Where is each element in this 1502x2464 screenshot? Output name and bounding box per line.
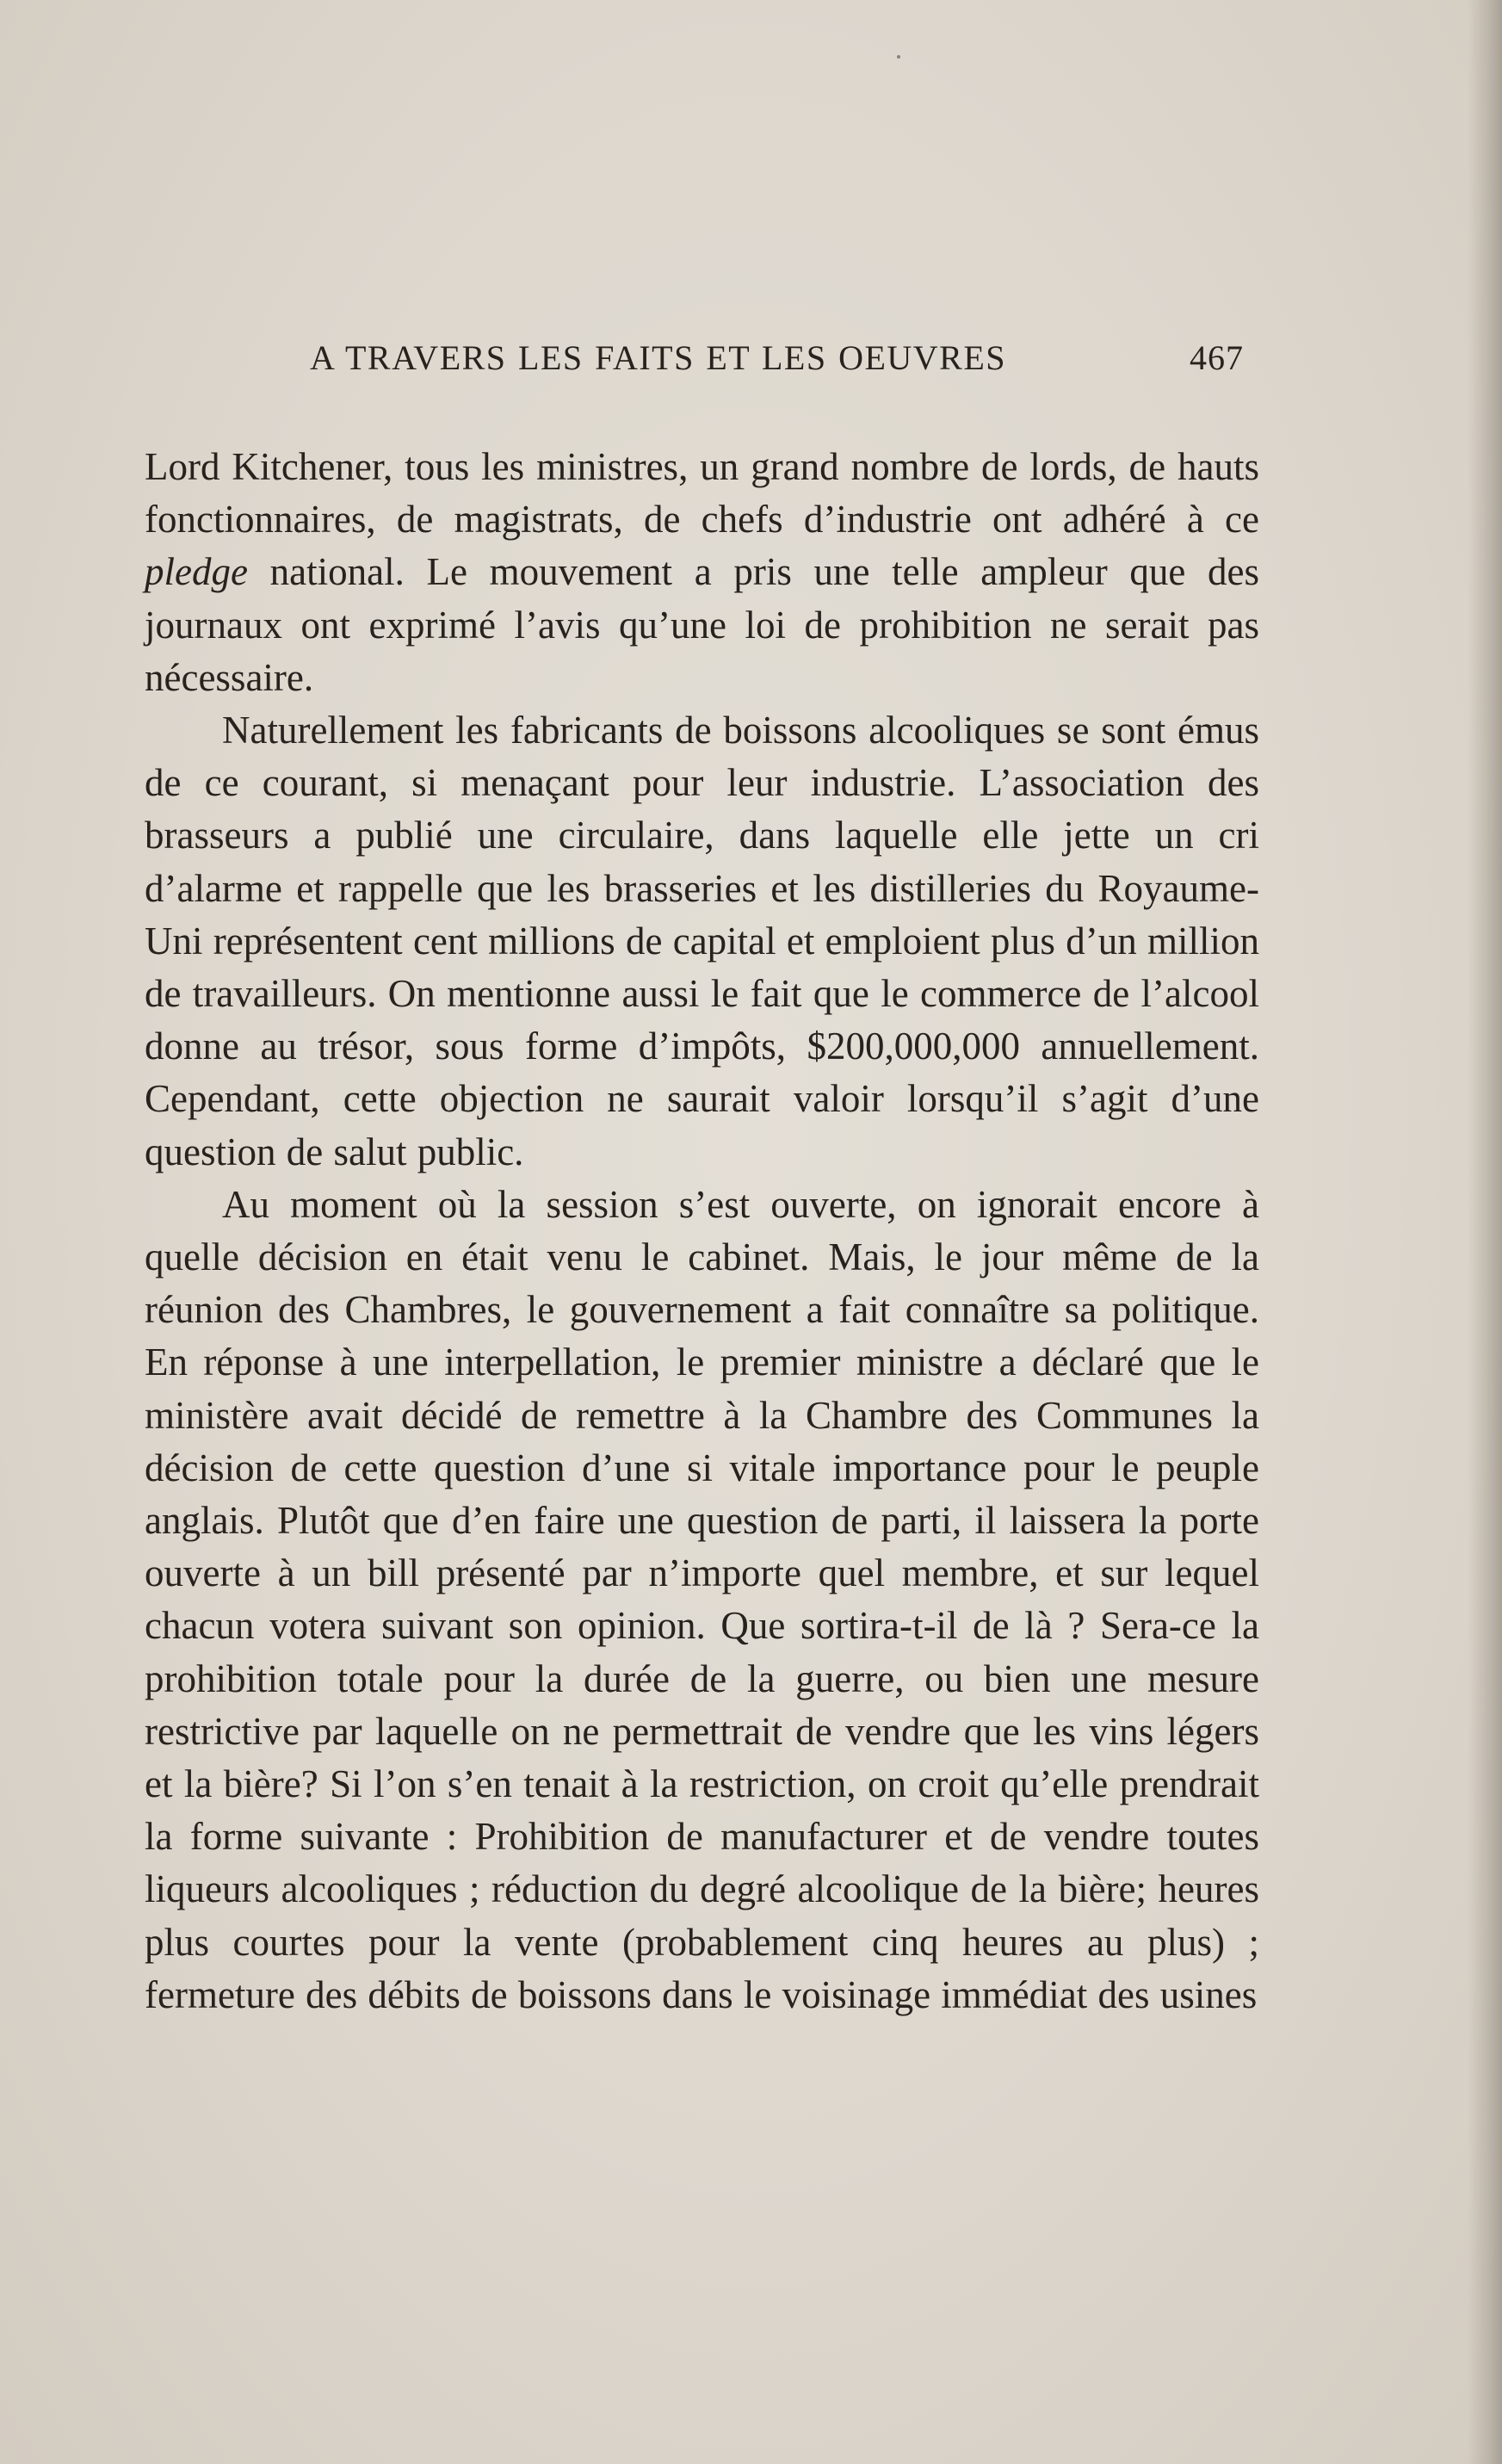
emphasis-pledge: pledge: [145, 550, 248, 594]
paragraph-2-text: Naturellement les fabricants de boissons alcooliques se sont émus de ce courant, si menaçant pour leur industrie. L’association des brasseurs a publié une circulaire, dans laquelle elle jette un cri d’alarme et rappelle que les brasseries et les distilleries du Royaume-Uni représentent cent millions de capital et emploient plus d’un million de travailleurs. On mentionne aussi le fait que le commerce de l’alcool donne au trésor, sous forme d’impôts, $200,000,000 annuellement. Cependant, cette objection ne saurait valoir lorsqu’il s’agit d’une question de salut public.: [145, 709, 1259, 1173]
running-title: A TRAVERS LES FAITS ET LES OEUVRES: [310, 338, 1007, 377]
paragraph-1-text-b: national. Le mouvement a pris une telle ampleur que des journaux ont exprimé l’avis qu’une loi de prohibition ne serait pas nécessaire.: [145, 550, 1259, 699]
paragraph-1-text-a: Lord Kitchener, tous les ministres, un grand nombre de lords, de hauts fonctionnaires, de magistrats, de chefs d’industrie ont adhéré à ce: [145, 445, 1259, 542]
paragraph-3-text: Au moment où la session s’est ouverte, on ignorait encore à quelle décision en était venu le cabinet. Mais, le jour même de la réunion des Chambres, le gouvernement a fait connaître sa politique. En réponse à une interpellation, le premier ministre a déclaré que le ministère avait décidé de remettre à la Chambre des Communes la décision de cette question d’une si vitale importance pour le peuple anglais. Plutôt que d’en faire une question de parti, il laissera la porte ouverte à un bill présenté par n’importe quel membre, et sur lequel chacun votera suivant son opinion. Que sortira-t-il de là ? Sera-ce la prohibition totale pour la durée de la guerre, ou bien une mesure restrictive par laquelle on ne permettrait de vendre que les vins légers et la bière? Si l’on s’en tenait à la restriction, on croit qu’elle prendrait la forme suivante : Prohibition de manufacturer et de vendre toutes liqueurs alcooliques ; réduction du degré alcoolique de la bière; heures plus courtes pour la vente (probablement cinq heures au plus) ; fermeture des débits de boissons dans le voisinage immédiat des usines: [145, 1182, 1259, 2016]
page-edge-shadow: [1468, 0, 1502, 2464]
paragraph-3: [145, 1179, 1259, 2021]
body-text: [145, 441, 1259, 2021]
page-number: 467: [1190, 338, 1244, 377]
paragraph-1: [145, 441, 1259, 704]
paragraph-2: [145, 704, 1259, 1179]
paper-speck: [897, 55, 900, 59]
